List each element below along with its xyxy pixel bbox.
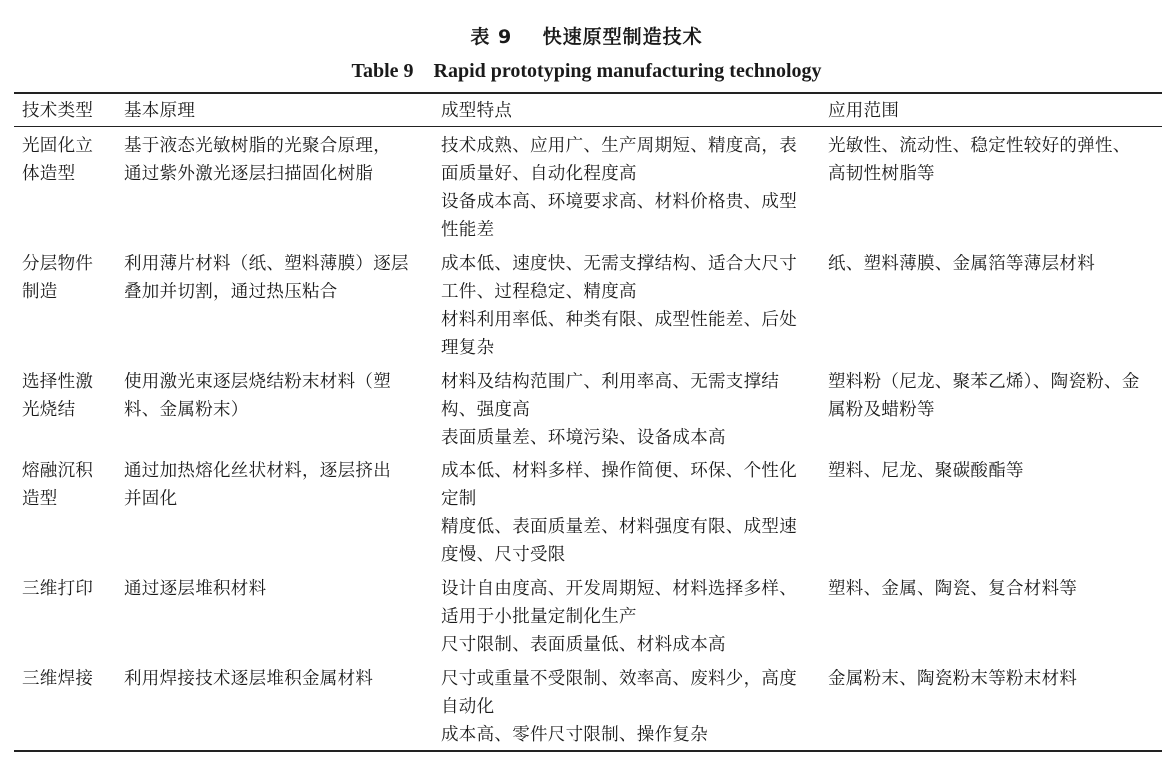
row-1-application [828, 132, 1162, 188]
row-1-features-line: 设备成本高、环境要求高、材料价格贵、成型 [441, 192, 797, 212]
row-2-features-line: 材料利用率低、种类有限、成型性能差、后处 [441, 310, 797, 330]
row-4-principle-line: 通过加热熔化丝状材料，逐层挤出 [124, 461, 391, 481]
row-4-principle-line: 并固化 [124, 489, 178, 509]
row-3-principle-line: 使用激光束逐层烧结粉末材料（塑 [124, 372, 391, 392]
row-1-type [22, 132, 114, 188]
row-3-type-line: 光烧结 [22, 400, 76, 420]
row-1-principle [124, 132, 430, 188]
row-3-principle [124, 368, 430, 424]
row-6-type [22, 665, 114, 693]
row-2-features-line: 工件、过程稳定、精度高 [441, 282, 637, 302]
row-2-features-line: 理复杂 [441, 338, 495, 358]
row-4-application [828, 457, 1162, 485]
row-6-principle [124, 665, 430, 693]
row-5-type-line: 三维打印 [22, 579, 94, 599]
row-4-features-line: 精度低、表面质量差、材料强度有限、成型速 [441, 517, 797, 537]
header-application: 应用范围 [828, 101, 900, 121]
row-5-principle-line: 通过逐层堆积材料 [124, 579, 267, 599]
header-features: 成型特点 [441, 101, 513, 121]
row-1-features-line: 技术成熟、应用广、生产周期短、精度高，表 [441, 136, 797, 156]
row-4-features-line: 定制 [441, 489, 477, 509]
row-4-features-line: 度慢、尺寸受限 [441, 545, 566, 565]
row-5-features-line: 设计自由度高、开发周期短、材料选择多样、 [441, 579, 797, 599]
row-6-features [441, 665, 819, 749]
row-1-type-line: 体造型 [22, 164, 76, 184]
table-top-rule [14, 92, 1162, 94]
row-2-type-line: 制造 [22, 282, 58, 302]
row-4-application-line: 塑料、尼龙、聚碳酸酯等 [828, 461, 1024, 481]
row-6-features-line: 成本高、零件尺寸限制、操作复杂 [441, 725, 708, 745]
row-5-principle [124, 575, 430, 603]
row-1-principle-line: 通过紫外激光逐层扫描固化树脂 [124, 164, 374, 184]
row-2-principle-line: 利用薄片材料（纸、塑料薄膜）逐层 [124, 254, 409, 274]
row-1-type-line: 光固化立 [22, 136, 94, 156]
row-1-features [441, 132, 819, 244]
row-4-type-line: 造型 [22, 489, 58, 509]
row-5-features-line: 尺寸限制、表面质量低、材料成本高 [441, 635, 726, 655]
row-2-application-line: 纸、塑料薄膜、金属箔等薄层材料 [828, 254, 1095, 274]
table-title-cn: 表 9 快速原型制造技术 [470, 26, 703, 48]
row-1-features-line: 性能差 [441, 220, 495, 240]
row-3-type-line: 选择性激 [22, 372, 94, 392]
row-2-features-line: 成本低、速度快、无需支撑结构、适合大尺寸 [441, 254, 797, 274]
row-4-principle [124, 457, 430, 513]
row-4-features-line: 成本低、材料多样、操作简便、环保、个性化 [441, 461, 797, 481]
row-2-type [22, 250, 114, 306]
row-6-principle-line: 利用焊接技术逐层堆积金属材料 [124, 669, 374, 689]
row-3-principle-line: 料、金属粉末） [124, 400, 249, 420]
row-3-application-line: 塑料粉（尼龙、聚苯乙烯）、陶瓷粉、金 [828, 372, 1140, 392]
row-1-principle-line: 基于液态光敏树脂的光聚合原理， [124, 136, 391, 156]
row-3-application [828, 368, 1162, 424]
row-4-type [22, 457, 114, 513]
row-6-features-line: 自动化 [441, 697, 495, 717]
row-2-features [441, 250, 819, 362]
row-1-application-line: 光敏性、流动性、稳定性较好的弹性、 [828, 136, 1131, 156]
table-bottom-rule [14, 750, 1162, 752]
table-title-en: Table 9 Rapid prototyping manufacturing technology [351, 60, 822, 82]
table-header-rule [14, 126, 1162, 127]
row-3-features-line: 表面质量差、环境污染、设备成本高 [441, 428, 726, 448]
row-4-features [441, 457, 819, 569]
row-5-features [441, 575, 819, 659]
header-principle: 基本原理 [124, 101, 196, 121]
row-6-features-line: 尺寸或重量不受限制、效率高、废料少，高度 [441, 669, 797, 689]
row-3-features [441, 368, 819, 452]
header-tech-type: 技术类型 [22, 101, 94, 121]
row-5-application [828, 575, 1162, 603]
row-6-application [828, 665, 1162, 693]
row-6-application-line: 金属粉末、陶瓷粉末等粉末材料 [828, 669, 1078, 689]
row-2-principle [124, 250, 430, 306]
row-5-type [22, 575, 114, 603]
row-4-type-line: 熔融沉积 [22, 461, 94, 481]
row-3-features-line: 材料及结构范围广、利用率高、无需支撑结 [441, 372, 780, 392]
row-6-type-line: 三维焊接 [22, 669, 94, 689]
row-3-application-line: 属粉及蜡粉等 [828, 400, 935, 420]
row-2-principle-line: 叠加并切割，通过热压粘合 [124, 282, 338, 302]
row-2-type-line: 分层物件 [22, 254, 94, 274]
row-1-application-line: 高韧性树脂等 [828, 164, 935, 184]
row-2-application [828, 250, 1162, 278]
row-5-features-line: 适用于小批量定制化生产 [441, 607, 637, 627]
row-1-features-line: 面质量好、自动化程度高 [441, 164, 637, 184]
row-3-type [22, 368, 114, 424]
row-3-features-line: 构、强度高 [441, 400, 530, 420]
row-5-application-line: 塑料、金属、陶瓷、复合材料等 [828, 579, 1078, 599]
